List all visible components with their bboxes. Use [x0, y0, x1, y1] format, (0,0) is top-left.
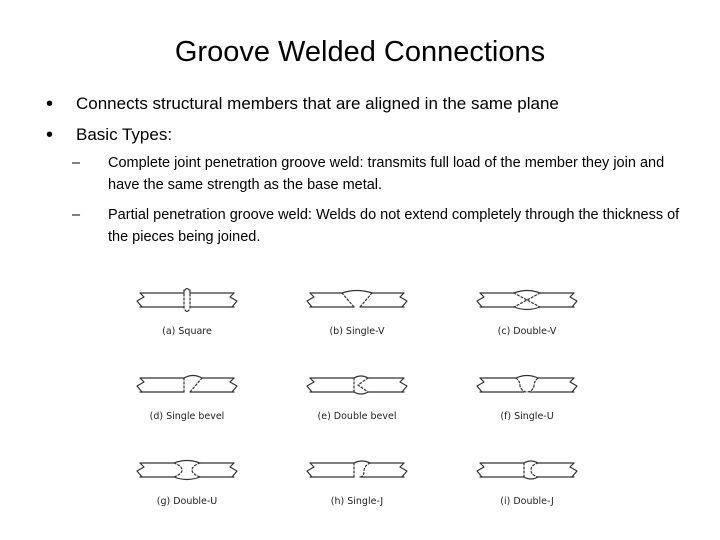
- dash-icon: –: [72, 155, 81, 171]
- weld-double-bevel-icon: [307, 376, 407, 394]
- dash-icon: –: [72, 207, 81, 223]
- weld-double-v-icon: [477, 291, 577, 310]
- caption-double-bevel: (e) Double bevel: [317, 411, 397, 422]
- bullet-dot-icon: •: [46, 124, 54, 146]
- groove-weld-diagram: [128, 276, 588, 516]
- sub-bullet-text: Complete joint penetration groove weld: transmits full load of the member they join and have the same strength as the base metal.: [108, 155, 665, 193]
- bullet-text: Connects structural members that are aligned in the same plane: [76, 94, 559, 113]
- caption-single-j: (h) Single-J: [330, 496, 384, 507]
- weld-single-u-icon: [477, 376, 577, 393]
- weld-square-icon: [137, 289, 237, 312]
- weld-single-v-icon: [307, 291, 407, 308]
- sub-bullet-text: Partial penetration groove weld: Welds do not extend completely through the thickness of the pieces being joined.: [108, 207, 680, 245]
- caption-double-u: (g) Double-U: [156, 496, 218, 507]
- slide-title: Groove Welded Connections: [174, 36, 546, 68]
- weld-single-j-icon: [307, 461, 407, 477]
- bullet-dot-icon: •: [46, 93, 54, 115]
- weld-double-j-icon: [477, 461, 577, 479]
- caption-double-j: (i) Double-J: [500, 496, 554, 507]
- caption-single-u: (f) Single-U: [500, 411, 554, 422]
- weld-single-bevel-icon: [137, 376, 237, 393]
- groove-weld-types-figure: [128, 276, 588, 516]
- caption-double-v: (c) Double-V: [497, 326, 557, 337]
- caption-single-bevel: (d) Single bevel: [149, 411, 225, 422]
- weld-double-u-icon: [137, 461, 237, 480]
- bullet-text: Basic Types:: [76, 125, 173, 144]
- caption-single-v: (b) Single-V: [329, 326, 385, 337]
- caption-square: (a) Square: [162, 326, 212, 337]
